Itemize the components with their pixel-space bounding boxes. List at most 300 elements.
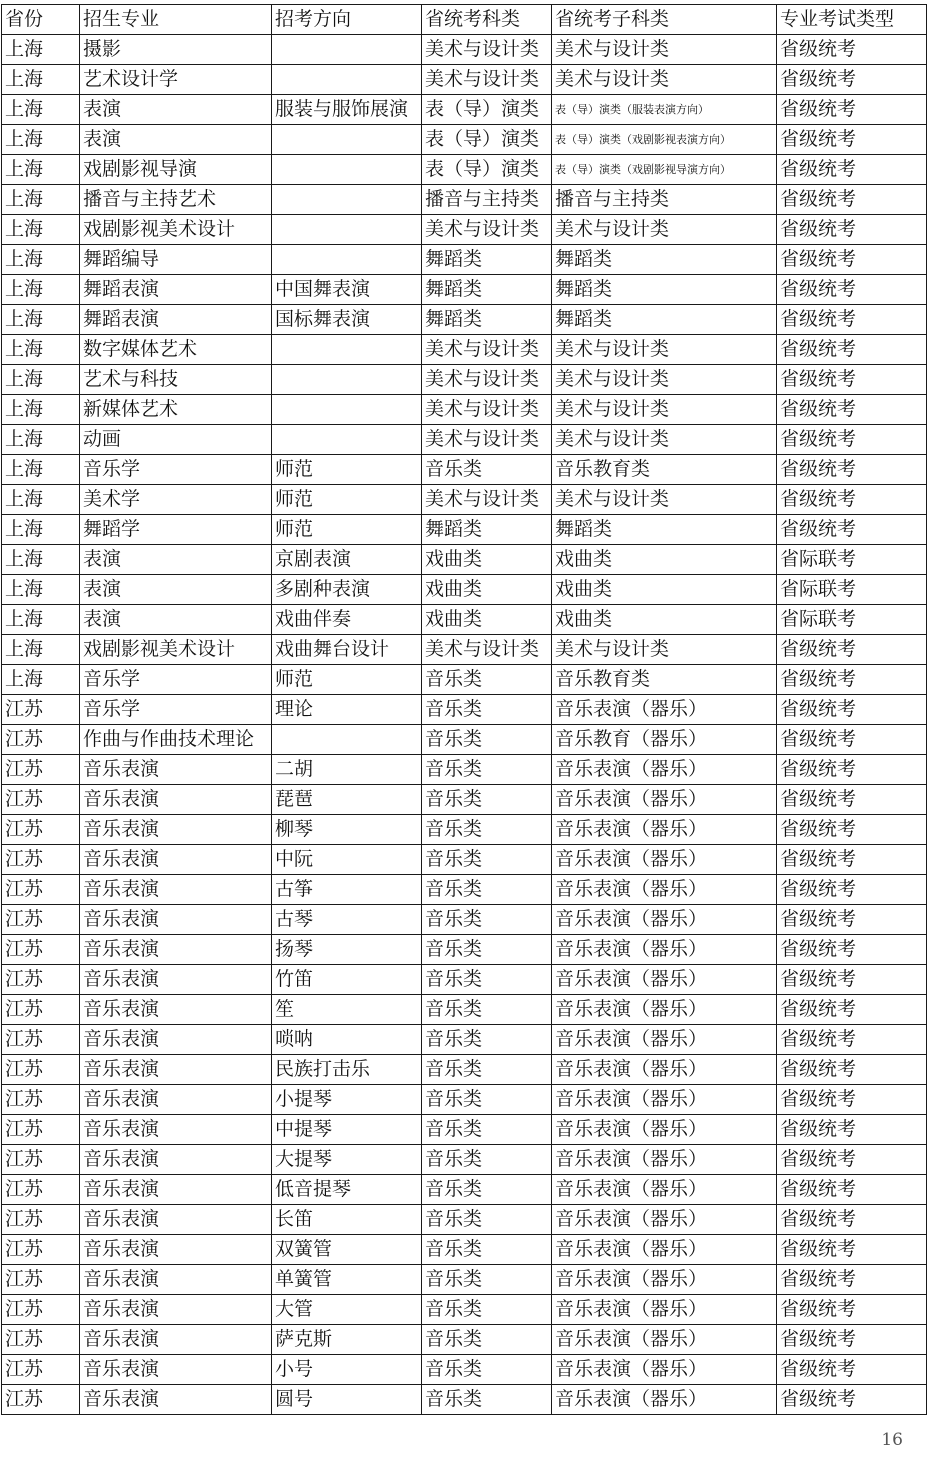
cell-major: 音乐表演: [80, 905, 272, 935]
cell-exam-subcategory: 美术与设计类: [552, 65, 777, 95]
cell-exam-category: 表（导）演类: [422, 95, 552, 125]
cell-exam-category: 美术与设计类: [422, 215, 552, 245]
cell-direction: 小号: [272, 1355, 422, 1385]
cell-major: 音乐表演: [80, 1055, 272, 1085]
cell-exam-type: 省级统考: [777, 845, 927, 875]
cell-direction: [272, 35, 422, 65]
cell-province: 上海: [2, 605, 80, 635]
cell-direction: 师范: [272, 665, 422, 695]
cell-exam-category: 音乐类: [422, 1235, 552, 1265]
cell-exam-type: 省级统考: [777, 395, 927, 425]
cell-exam-category: 音乐类: [422, 1025, 552, 1055]
cell-exam-subcategory: 音乐表演（器乐）: [552, 1025, 777, 1055]
cell-exam-category: 音乐类: [422, 695, 552, 725]
cell-exam-subcategory: 舞蹈类: [552, 245, 777, 275]
cell-province: 上海: [2, 365, 80, 395]
cell-exam-category: 音乐类: [422, 1115, 552, 1145]
cell-major: 表演: [80, 605, 272, 635]
cell-province: 江苏: [2, 1385, 80, 1415]
cell-province: 江苏: [2, 1235, 80, 1265]
cell-exam-category: 美术与设计类: [422, 635, 552, 665]
table-row: [2, 605, 927, 635]
table-row: [2, 1235, 927, 1265]
cell-direction: 扬琴: [272, 935, 422, 965]
cell-major: 音乐表演: [80, 815, 272, 845]
cell-direction: [272, 425, 422, 455]
cell-direction: 竹笛: [272, 965, 422, 995]
cell-exam-subcategory: 音乐表演（器乐）: [552, 785, 777, 815]
table-row: [2, 1205, 927, 1235]
table-row: [2, 1385, 927, 1415]
cell-exam-type: 省级统考: [777, 125, 927, 155]
cell-exam-type: 省级统考: [777, 185, 927, 215]
cell-exam-category: 美术与设计类: [422, 365, 552, 395]
cell-exam-type: 省级统考: [777, 1175, 927, 1205]
table-row: [2, 1115, 927, 1145]
cell-direction: 柳琴: [272, 815, 422, 845]
cell-exam-category: 表（导）演类: [422, 155, 552, 185]
cell-exam-type: 省级统考: [777, 665, 927, 695]
cell-exam-category: 音乐类: [422, 665, 552, 695]
cell-province: 江苏: [2, 845, 80, 875]
cell-exam-category: 音乐类: [422, 1355, 552, 1385]
cell-province: 江苏: [2, 875, 80, 905]
cell-exam-category: 美术与设计类: [422, 395, 552, 425]
cell-province: 上海: [2, 95, 80, 125]
cell-direction: [272, 125, 422, 155]
table-row: [2, 635, 927, 665]
cell-major: 戏剧影视美术设计: [80, 215, 272, 245]
cell-exam-type: 省级统考: [777, 1325, 927, 1355]
cell-major: 音乐表演: [80, 1085, 272, 1115]
cell-direction: [272, 185, 422, 215]
cell-major: 作曲与作曲技术理论: [80, 725, 272, 755]
table-row: [2, 1055, 927, 1085]
cell-exam-type: 省级统考: [777, 935, 927, 965]
table-row: [2, 305, 927, 335]
cell-exam-type: 省级统考: [777, 1115, 927, 1145]
cell-direction: 师范: [272, 515, 422, 545]
cell-direction: 小提琴: [272, 1085, 422, 1115]
table-row: [2, 1325, 927, 1355]
cell-exam-category: 美术与设计类: [422, 335, 552, 365]
cell-exam-subcategory: 美术与设计类: [552, 395, 777, 425]
table-row: [2, 125, 927, 155]
table-row: [2, 155, 927, 185]
cell-major: 音乐表演: [80, 965, 272, 995]
cell-major: 表演: [80, 125, 272, 155]
cell-province: 江苏: [2, 1085, 80, 1115]
table-row: [2, 1175, 927, 1205]
cell-direction: 中阮: [272, 845, 422, 875]
cell-province: 江苏: [2, 1145, 80, 1175]
cell-exam-subcategory: 音乐表演（器乐）: [552, 935, 777, 965]
cell-province: 上海: [2, 215, 80, 245]
table-row: [2, 965, 927, 995]
header-direction: 招考方向: [272, 5, 422, 35]
cell-exam-type: 省级统考: [777, 965, 927, 995]
cell-province: 上海: [2, 425, 80, 455]
cell-major: 数字媒体艺术: [80, 335, 272, 365]
cell-direction: 琵琶: [272, 785, 422, 815]
cell-exam-category: 表（导）演类: [422, 125, 552, 155]
cell-direction: 理论: [272, 695, 422, 725]
cell-major: 音乐表演: [80, 1265, 272, 1295]
cell-province: 上海: [2, 275, 80, 305]
cell-direction: 民族打击乐: [272, 1055, 422, 1085]
cell-major: 音乐表演: [80, 1175, 272, 1205]
cell-major: 音乐学: [80, 665, 272, 695]
cell-exam-category: 音乐类: [422, 845, 552, 875]
cell-exam-subcategory: 音乐教育（器乐）: [552, 725, 777, 755]
cell-direction: [272, 725, 422, 755]
cell-exam-subcategory: 音乐表演（器乐）: [552, 755, 777, 785]
cell-major: 表演: [80, 95, 272, 125]
cell-major: 舞蹈学: [80, 515, 272, 545]
cell-direction: [272, 365, 422, 395]
cell-major: 舞蹈编导: [80, 245, 272, 275]
table-row: [2, 455, 927, 485]
cell-exam-subcategory: 表（导）演类（服装表演方向）: [552, 95, 777, 125]
cell-exam-subcategory: 戏曲类: [552, 605, 777, 635]
cell-province: 江苏: [2, 1295, 80, 1325]
cell-major: 表演: [80, 545, 272, 575]
table-row: [2, 845, 927, 875]
cell-exam-subcategory: 戏曲类: [552, 545, 777, 575]
cell-exam-subcategory: 音乐表演（器乐）: [552, 1355, 777, 1385]
cell-exam-type: 省级统考: [777, 635, 927, 665]
cell-major: 音乐表演: [80, 1235, 272, 1265]
header-exam-category: 省统考科类: [422, 5, 552, 35]
cell-exam-type: 省级统考: [777, 1145, 927, 1175]
cell-major: 音乐学: [80, 695, 272, 725]
cell-direction: 萨克斯: [272, 1325, 422, 1355]
cell-province: 江苏: [2, 995, 80, 1025]
table-row: [2, 575, 927, 605]
cell-exam-type: 省际联考: [777, 545, 927, 575]
cell-exam-subcategory: 音乐表演（器乐）: [552, 1295, 777, 1325]
table-row: [2, 815, 927, 845]
cell-exam-subcategory: 音乐表演（器乐）: [552, 1205, 777, 1235]
cell-major: 美术学: [80, 485, 272, 515]
cell-direction: 师范: [272, 455, 422, 485]
cell-exam-type: 省级统考: [777, 725, 927, 755]
cell-exam-type: 省级统考: [777, 425, 927, 455]
cell-exam-type: 省级统考: [777, 65, 927, 95]
cell-exam-subcategory: 美术与设计类: [552, 35, 777, 65]
table-row: [2, 1355, 927, 1385]
table-row: [2, 515, 927, 545]
table-row: [2, 995, 927, 1025]
cell-exam-subcategory: 音乐表演（器乐）: [552, 1325, 777, 1355]
cell-exam-category: 音乐类: [422, 725, 552, 755]
cell-exam-type: 省级统考: [777, 155, 927, 185]
cell-exam-type: 省级统考: [777, 1235, 927, 1265]
cell-direction: 低音提琴: [272, 1175, 422, 1205]
table-row: [2, 1025, 927, 1055]
cell-direction: 二胡: [272, 755, 422, 785]
cell-exam-subcategory: 音乐表演（器乐）: [552, 1265, 777, 1295]
cell-exam-category: 戏曲类: [422, 575, 552, 605]
cell-major: 音乐表演: [80, 1295, 272, 1325]
cell-province: 上海: [2, 395, 80, 425]
header-province: 省份: [2, 5, 80, 35]
cell-major: 音乐表演: [80, 785, 272, 815]
cell-major: 艺术设计学: [80, 65, 272, 95]
cell-exam-subcategory: 音乐表演（器乐）: [552, 695, 777, 725]
cell-major: 音乐表演: [80, 1205, 272, 1235]
cell-exam-category: 音乐类: [422, 1085, 552, 1115]
cell-province: 江苏: [2, 1325, 80, 1355]
cell-province: 江苏: [2, 905, 80, 935]
cell-direction: 中国舞表演: [272, 275, 422, 305]
cell-exam-category: 音乐类: [422, 1325, 552, 1355]
cell-exam-type: 省级统考: [777, 1355, 927, 1385]
cell-exam-subcategory: 美术与设计类: [552, 365, 777, 395]
table-row: [2, 365, 927, 395]
cell-direction: 国标舞表演: [272, 305, 422, 335]
cell-exam-type: 省级统考: [777, 905, 927, 935]
cell-direction: [272, 335, 422, 365]
cell-exam-category: 美术与设计类: [422, 485, 552, 515]
cell-exam-category: 美术与设计类: [422, 65, 552, 95]
cell-exam-type: 省级统考: [777, 1055, 927, 1085]
table-row: [2, 185, 927, 215]
cell-major: 艺术与科技: [80, 365, 272, 395]
cell-direction: 双簧管: [272, 1235, 422, 1265]
cell-exam-subcategory: 美术与设计类: [552, 215, 777, 245]
cell-province: 上海: [2, 545, 80, 575]
header-exam-subcategory: 省统考子科类: [552, 5, 777, 35]
cell-province: 上海: [2, 185, 80, 215]
cell-exam-subcategory: 美术与设计类: [552, 335, 777, 365]
cell-direction: [272, 155, 422, 185]
cell-exam-type: 省级统考: [777, 1205, 927, 1235]
table-row: [2, 935, 927, 965]
cell-exam-category: 舞蹈类: [422, 275, 552, 305]
cell-major: 舞蹈表演: [80, 305, 272, 335]
cell-province: 上海: [2, 485, 80, 515]
cell-exam-type: 省级统考: [777, 1085, 927, 1115]
cell-exam-type: 省级统考: [777, 515, 927, 545]
cell-exam-subcategory: 戏曲类: [552, 575, 777, 605]
cell-exam-category: 音乐类: [422, 1295, 552, 1325]
cell-major: 音乐表演: [80, 935, 272, 965]
cell-exam-type: 省级统考: [777, 275, 927, 305]
cell-exam-category: 戏曲类: [422, 605, 552, 635]
cell-exam-subcategory: 舞蹈类: [552, 275, 777, 305]
cell-major: 音乐表演: [80, 1115, 272, 1145]
table-row: [2, 725, 927, 755]
cell-province: 江苏: [2, 755, 80, 785]
cell-exam-type: 省级统考: [777, 755, 927, 785]
cell-province: 江苏: [2, 1355, 80, 1385]
table-row: [2, 1145, 927, 1175]
cell-exam-subcategory: 音乐表演（器乐）: [552, 1235, 777, 1265]
cell-exam-category: 音乐类: [422, 1175, 552, 1205]
cell-exam-subcategory: 美术与设计类: [552, 485, 777, 515]
cell-exam-type: 省级统考: [777, 215, 927, 245]
cell-exam-type: 省级统考: [777, 815, 927, 845]
cell-province: 上海: [2, 575, 80, 605]
cell-exam-subcategory: 表（导）演类（戏剧影视表演方向）: [552, 125, 777, 155]
cell-direction: 长笛: [272, 1205, 422, 1235]
cell-exam-category: 音乐类: [422, 1385, 552, 1415]
header-major: 招生专业: [80, 5, 272, 35]
cell-province: 上海: [2, 65, 80, 95]
cell-exam-category: 音乐类: [422, 1265, 552, 1295]
cell-exam-subcategory: 音乐表演（器乐）: [552, 1055, 777, 1085]
cell-major: 音乐表演: [80, 1025, 272, 1055]
cell-province: 江苏: [2, 935, 80, 965]
cell-exam-type: 省级统考: [777, 245, 927, 275]
cell-exam-subcategory: 表（导）演类（戏剧影视导演方向）: [552, 155, 777, 185]
cell-province: 江苏: [2, 1115, 80, 1145]
cell-exam-type: 省级统考: [777, 995, 927, 1025]
cell-exam-category: 音乐类: [422, 1145, 552, 1175]
cell-direction: 古筝: [272, 875, 422, 905]
cell-major: 表演: [80, 575, 272, 605]
cell-direction: 京剧表演: [272, 545, 422, 575]
cell-major: 戏剧影视美术设计: [80, 635, 272, 665]
cell-direction: 服装与服饰展演: [272, 95, 422, 125]
cell-exam-subcategory: 音乐表演（器乐）: [552, 1115, 777, 1145]
cell-exam-subcategory: 音乐表演（器乐）: [552, 845, 777, 875]
table-row: [2, 1085, 927, 1115]
cell-exam-category: 舞蹈类: [422, 305, 552, 335]
cell-major: 音乐表演: [80, 1385, 272, 1415]
table-row: [2, 65, 927, 95]
cell-major: 摄影: [80, 35, 272, 65]
cell-exam-category: 音乐类: [422, 935, 552, 965]
cell-exam-category: 音乐类: [422, 755, 552, 785]
page-number: 16: [881, 1430, 903, 1450]
cell-province: 江苏: [2, 1205, 80, 1235]
cell-exam-type: 省级统考: [777, 335, 927, 365]
cell-exam-type: 省级统考: [777, 455, 927, 485]
cell-province: 上海: [2, 155, 80, 185]
cell-exam-type: 省级统考: [777, 1295, 927, 1325]
table-row: [2, 335, 927, 365]
cell-exam-category: 音乐类: [422, 455, 552, 485]
cell-exam-subcategory: 音乐教育类: [552, 455, 777, 485]
cell-exam-subcategory: 音乐表演（器乐）: [552, 875, 777, 905]
table-row: [2, 665, 927, 695]
cell-province: 江苏: [2, 1175, 80, 1205]
cell-major: 音乐学: [80, 455, 272, 485]
cell-exam-type: 省级统考: [777, 785, 927, 815]
cell-major: 动画: [80, 425, 272, 455]
cell-major: 戏剧影视导演: [80, 155, 272, 185]
cell-exam-type: 省级统考: [777, 95, 927, 125]
cell-province: 上海: [2, 305, 80, 335]
table-body: [2, 35, 927, 1415]
cell-major: 新媒体艺术: [80, 395, 272, 425]
cell-direction: [272, 65, 422, 95]
cell-exam-type: 省级统考: [777, 695, 927, 725]
cell-exam-category: 美术与设计类: [422, 35, 552, 65]
cell-major: 音乐表演: [80, 1325, 272, 1355]
cell-major: 音乐表演: [80, 995, 272, 1025]
cell-province: 江苏: [2, 1265, 80, 1295]
cell-major: 舞蹈表演: [80, 275, 272, 305]
cell-province: 江苏: [2, 815, 80, 845]
table-row: [2, 905, 927, 935]
cell-exam-subcategory: 播音与主持类: [552, 185, 777, 215]
cell-province: 上海: [2, 35, 80, 65]
cell-exam-category: 美术与设计类: [422, 425, 552, 455]
cell-exam-subcategory: 音乐表演（器乐）: [552, 1085, 777, 1115]
cell-direction: 唢呐: [272, 1025, 422, 1055]
table-row: [2, 95, 927, 125]
cell-exam-subcategory: 音乐表演（器乐）: [552, 1175, 777, 1205]
cell-direction: 单簧管: [272, 1265, 422, 1295]
cell-major: 音乐表演: [80, 1145, 272, 1175]
table-row: [2, 1295, 927, 1325]
cell-province: 江苏: [2, 725, 80, 755]
cell-major: 播音与主持艺术: [80, 185, 272, 215]
cell-province: 江苏: [2, 1055, 80, 1085]
cell-direction: 戏曲伴奏: [272, 605, 422, 635]
cell-exam-subcategory: 美术与设计类: [552, 425, 777, 455]
cell-direction: 大提琴: [272, 1145, 422, 1175]
table-row: [2, 785, 927, 815]
header-exam-type: 专业考试类型: [777, 5, 927, 35]
cell-exam-type: 省级统考: [777, 1025, 927, 1055]
table-row: [2, 35, 927, 65]
cell-exam-category: 音乐类: [422, 1205, 552, 1235]
cell-exam-category: 舞蹈类: [422, 515, 552, 545]
cell-exam-type: 省级统考: [777, 485, 927, 515]
cell-province: 上海: [2, 515, 80, 545]
cell-exam-subcategory: 音乐教育类: [552, 665, 777, 695]
cell-province: 上海: [2, 635, 80, 665]
cell-exam-subcategory: 音乐表演（器乐）: [552, 815, 777, 845]
cell-exam-category: 舞蹈类: [422, 245, 552, 275]
table-row: [2, 695, 927, 725]
cell-direction: 大管: [272, 1295, 422, 1325]
table-row: [2, 215, 927, 245]
cell-province: 上海: [2, 455, 80, 485]
cell-exam-type: 省级统考: [777, 1385, 927, 1415]
table-row: [2, 395, 927, 425]
cell-exam-category: 音乐类: [422, 785, 552, 815]
cell-exam-type: 省级统考: [777, 305, 927, 335]
cell-province: 江苏: [2, 695, 80, 725]
table-row: [2, 485, 927, 515]
cell-exam-category: 音乐类: [422, 875, 552, 905]
table-row: [2, 545, 927, 575]
cell-exam-subcategory: 音乐表演（器乐）: [552, 1145, 777, 1175]
table-row: [2, 425, 927, 455]
cell-province: 上海: [2, 125, 80, 155]
admissions-table: [1, 4, 927, 1415]
cell-direction: [272, 395, 422, 425]
cell-exam-category: 音乐类: [422, 995, 552, 1025]
cell-direction: 戏曲舞台设计: [272, 635, 422, 665]
cell-direction: [272, 215, 422, 245]
table-header-row: [2, 5, 927, 35]
cell-exam-subcategory: 舞蹈类: [552, 305, 777, 335]
cell-exam-type: 省级统考: [777, 365, 927, 395]
cell-major: 音乐表演: [80, 845, 272, 875]
table-row: [2, 875, 927, 905]
cell-direction: 圆号: [272, 1385, 422, 1415]
table-row: [2, 275, 927, 305]
cell-direction: 笙: [272, 995, 422, 1025]
cell-exam-category: 音乐类: [422, 965, 552, 995]
cell-direction: [272, 245, 422, 275]
